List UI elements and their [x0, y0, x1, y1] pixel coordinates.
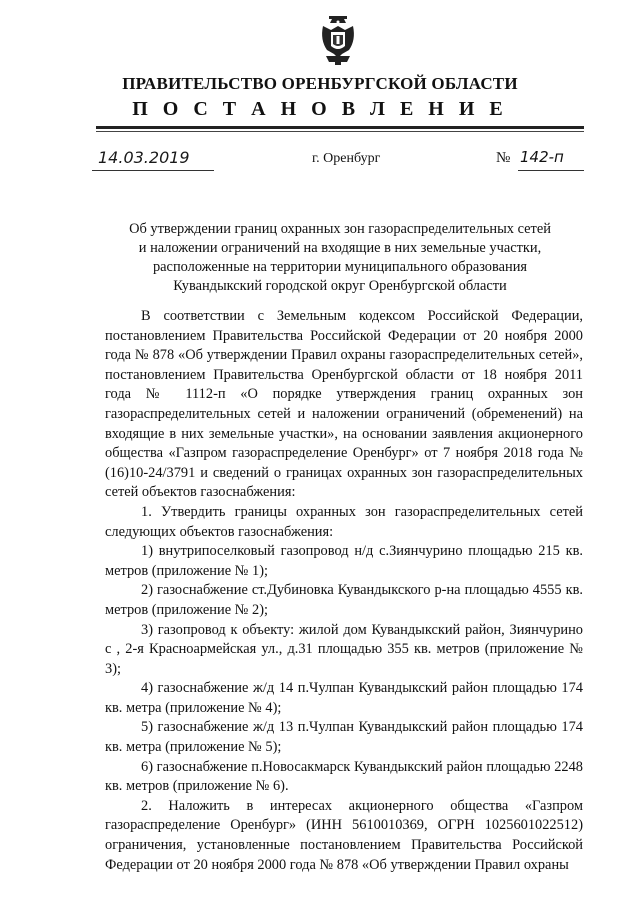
body-paragraph-subitem-2: 2) газоснабжение ст.Дубиновка Кувандыкского р-на площадью 4555 кв. метров (приложение № 2);	[105, 582, 583, 618]
body-paragraph-subitem-4: 4) газоснабжение ж/д 14 п.Чулпан Кувандыкский район площадью 174 кв. метра (приложение № 4);	[105, 680, 583, 716]
body-paragraph-subitem-1: 1) внутрипоселковый газопровод н/д с.Зиянчурино площадью 215 кв. метров (приложение № 1);	[105, 543, 583, 579]
header-divider-thick	[96, 126, 584, 129]
document-meta-row	[0, 148, 640, 174]
number-label: №	[496, 150, 511, 166]
organization-title: ПРАВИТЕЛЬСТВО ОРЕНБУРГСКОЙ ОБЛАСТИ	[122, 74, 518, 93]
subject-line: расположенные на территории муниципального образования	[152, 259, 528, 275]
body-paragraph-subitem-6: 6) газоснабжение п.Новосакмарск Кувандыкский район площадью 2248 кв. метров (приложение № 6).	[105, 758, 583, 795]
subject-line: Кувандыкский городской округ Оренбургской области	[173, 278, 507, 294]
body-paragraph-subitem-5: 5) газоснабжение ж/д 13 п.Чулпан Кувандыкский район площадью 174 кв. метра (приложение № 5);	[105, 719, 583, 756]
document-number: 142-п	[520, 148, 564, 166]
document-date: 14.03.2019	[98, 148, 190, 167]
subject-line: и наложении ограничений на входящие в них земельные участки,	[138, 240, 542, 256]
document-subject	[96, 220, 584, 296]
body-paragraph-subitem-3: 3) газопровод к объекту: жилой дом Кувандыкский район, Зиянчурино с , 2-я Красноармейская ул., д.31 площадью 355 кв. метров (приложение № 3);	[105, 621, 583, 677]
coat-of-arms-icon	[318, 16, 358, 66]
number-underline	[518, 170, 584, 171]
header-divider-thin	[96, 131, 584, 132]
body-paragraph-item-1: 1. Утвердить границы охранных зон газораспределительных сетей следующих объектов газоснабжения:	[105, 503, 583, 540]
document-body	[105, 307, 583, 875]
subject-line: Об утверждении границ охранных зон газораспределительных сетей	[129, 221, 551, 237]
document-type-title: П О С Т А Н О В Л Е Н И Е	[132, 98, 508, 120]
body-paragraph-item-2: 2. Наложить в интересах акционерного общества «Газпром газораспределение Оренбург» (ИНН 5610010369, ОГРН 1025601022512) ограничения, установленные постановлением Правительства Российской Федерации от 20 ноября 2000 года № 878 «Об утверждении Правил охраны	[105, 797, 583, 873]
body-paragraph-preamble: В соответствии с Земельным кодексом Российской Федерации, постановлением Правительства Российской Федерации от 20 ноября 2000 года № 878 «Об утверждении Правил охраны газораспределительных сетей», постановлением Правительства Оренбургской области от 18 ноября 2011 года № 1112-п «О порядке утверждения границ охранных зон газораспределительных сетей и наложении ограничений (обременений) на входящие в них земельные участки», на основании заявления акционерного общества «Газпром газораспределение Оренбург» от 7 ноября 2018 года № (16)10-24/3791 и сведений о границах охранных зон газораспределительных сетей объектов газоснабжения:	[105, 308, 583, 501]
document-city: г. Оренбург	[312, 151, 381, 166]
date-underline	[92, 170, 214, 171]
